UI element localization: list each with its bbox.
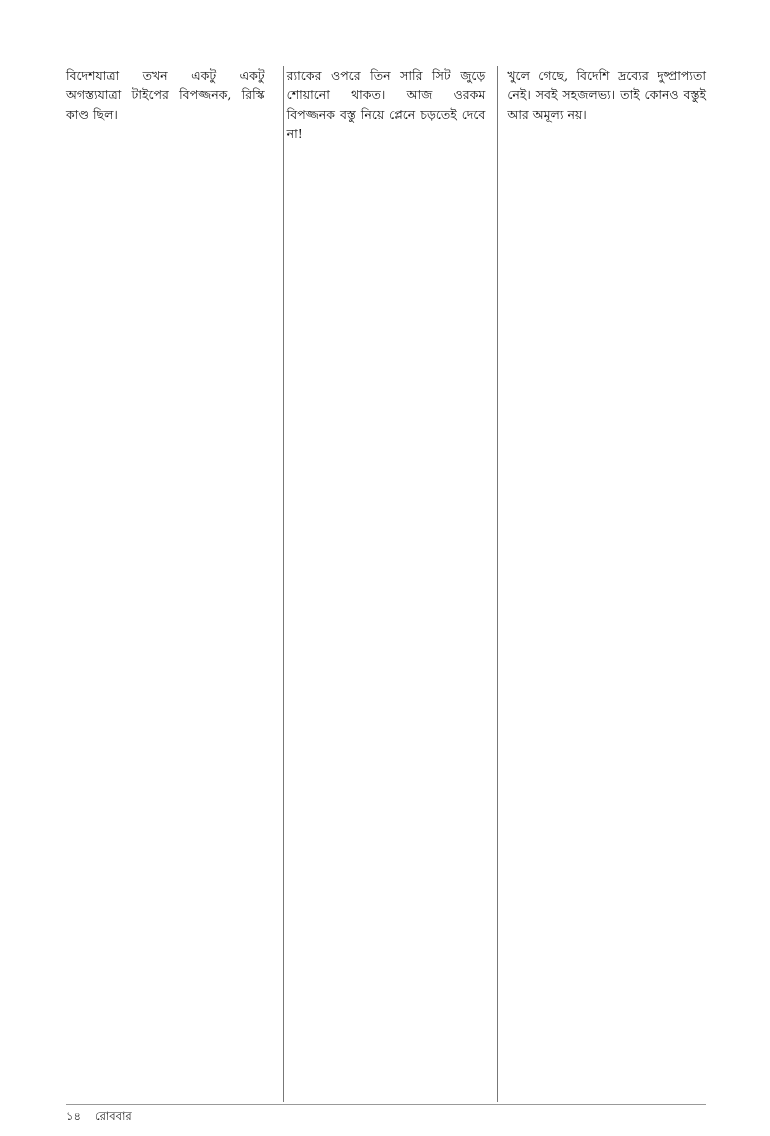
paragraph: র‍্যাকের ওপরে তিন সারি সিট জুড়ে শোয়ানো থাকত। আজ ওরকম বিপজ্জনক বস্তু নিয়ে প্লেনে চড়তেই দেবে না! [286,68,486,141]
column-divider [497,66,498,1102]
paragraph: খুলে গেছে, বিদেশি দ্রব্যের দুষ্প্রাপ্যতা নেই। সবই সহজলভ্য। তাই কোনও বস্তুই আর অমূল্য নয়। [507,68,707,122]
magazine-name: রোববার [94,1109,132,1123]
article-column-3 [507,66,706,1102]
paragraph: বিদেশযাত্রা তখন একটু একটু অগস্ত্যযাত্রা টাইপের বিপজ্জনক, রিস্কি কাণ্ড ছিল। [66,68,265,122]
article-body [66,66,706,1102]
article-column-1 [66,66,265,1102]
page-number: ১৪ [66,1109,81,1123]
column-divider [283,66,284,1102]
footer-rule [66,1104,706,1105]
page-footer [66,1108,132,1127]
article-column-2 [287,66,486,1102]
